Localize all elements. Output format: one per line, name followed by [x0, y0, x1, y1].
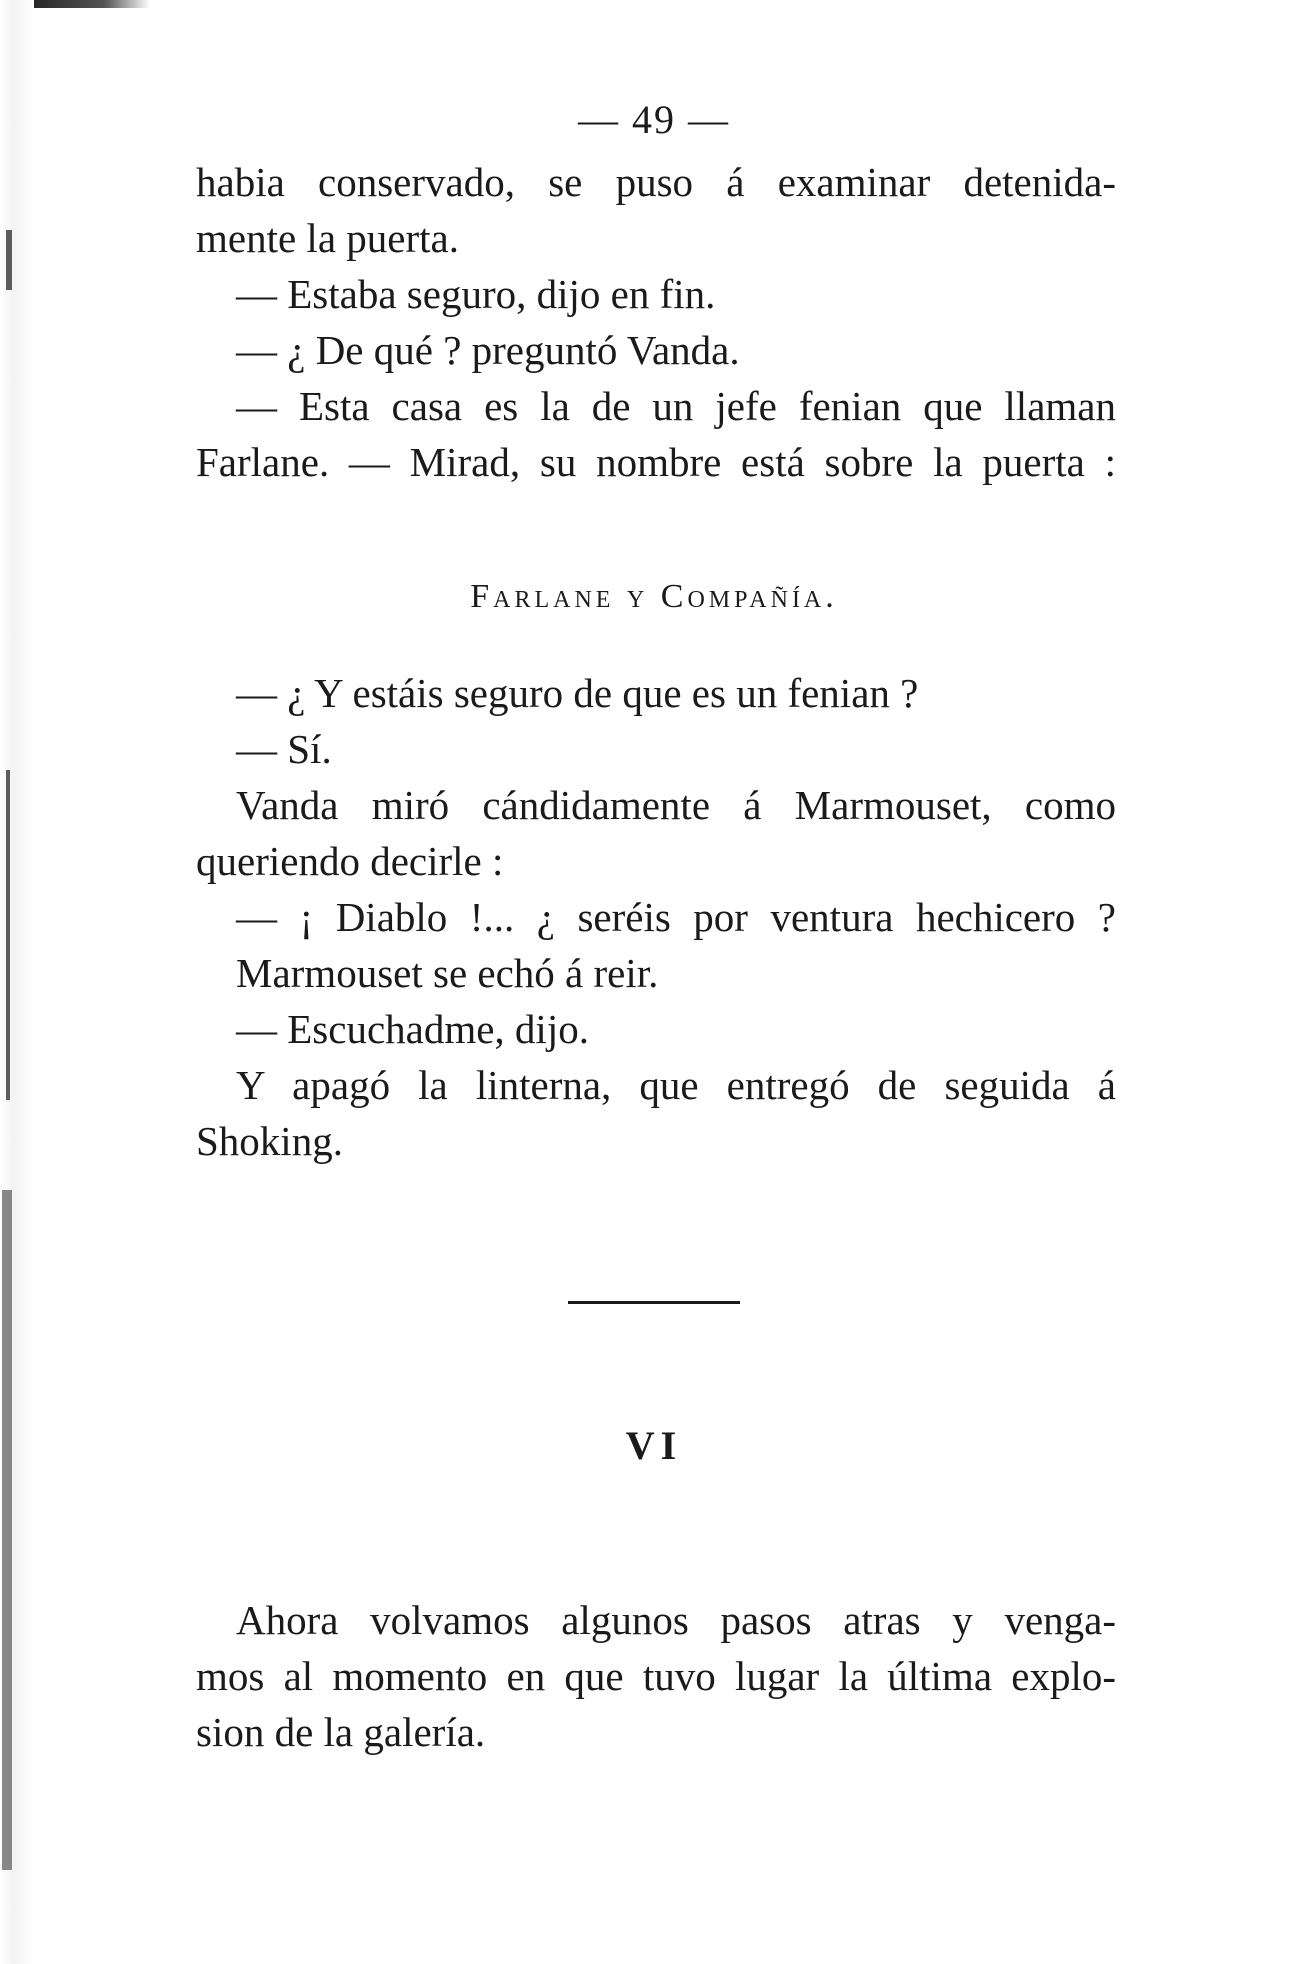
text-line: mente la puerta.: [196, 215, 459, 261]
text-line: — Estaba seguro, dijo en fin.: [236, 271, 716, 317]
text-line: Ahora volvamos algunos pasos atras y venga-: [236, 1597, 1116, 1643]
passage-3: [196, 1592, 1116, 1760]
text-line: — ¿ De qué ? preguntó Vanda.: [236, 327, 740, 373]
text-line: sion de la galería.: [196, 1709, 486, 1755]
text-line: Vanda miró cándidamente á Marmouset, como: [236, 782, 1116, 828]
text-line: Shoking.: [196, 1118, 343, 1164]
text-line: mos al momento en que tuvo lugar la última explo-: [196, 1653, 1116, 1699]
scan-binding-edge: [0, 0, 34, 1964]
page-number: — 49 —: [578, 97, 730, 142]
passage-2: [196, 665, 1116, 1169]
passage-1: [196, 154, 1116, 490]
text-line: Y apagó la linterna, que entregó de seguida á: [236, 1062, 1116, 1108]
section-divider: [568, 1301, 740, 1304]
text-line: Marmouset se echó á reir.: [236, 950, 659, 996]
text-line: — ¡ Diablo !... ¿ seréis por ventura hechicero ?: [236, 894, 1116, 940]
text-line: queriendo decirle :: [196, 838, 504, 884]
shop-sign-heading: Farlane y Compañía.: [470, 578, 838, 615]
text-line: — Sí.: [236, 726, 332, 772]
scan-streak: [6, 770, 10, 1100]
text-line: habia conservado, se puso á examinar detenida-: [196, 159, 1116, 205]
chapter-heading: VI: [625, 1423, 683, 1468]
text-line: — Escuchadme, dijo.: [236, 1006, 589, 1052]
scan-streak: [2, 1190, 12, 1870]
text-line: — ¿ Y estáis seguro de que es un fenian ?: [236, 670, 919, 716]
text-line: Farlane. — Mirad, su nombre está sobre la puerta :: [196, 439, 1116, 485]
scan-streak: [6, 230, 12, 290]
text-line: — Esta casa es la de un jefe fenian que llaman: [236, 383, 1116, 429]
